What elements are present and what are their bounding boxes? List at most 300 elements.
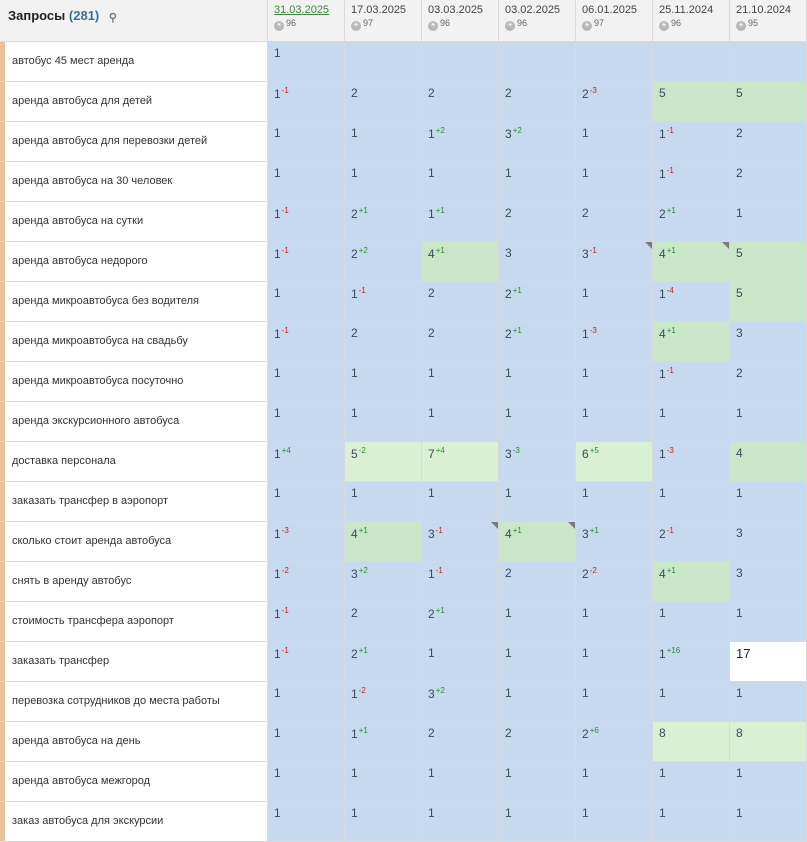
column-header-date-6[interactable] [730, 0, 807, 42]
position-cell[interactable] [268, 362, 345, 402]
position-cell[interactable] [730, 802, 807, 842]
position-cell[interactable] [345, 602, 422, 642]
position-cell[interactable] [268, 82, 345, 122]
position-value: 1 [582, 686, 589, 700]
position-cell[interactable] [268, 682, 345, 722]
keyword-label: аренда микроавтобуса без водителя [12, 295, 199, 307]
position-value: 1 [505, 766, 512, 780]
position-value: 1 [505, 806, 512, 820]
search-icon[interactable]: ⚲ [108, 12, 117, 24]
delta-up: +1 [358, 206, 368, 215]
position-cell[interactable] [576, 282, 653, 322]
delta-down: -1 [281, 246, 289, 255]
keyword-cell[interactable] [0, 202, 268, 242]
position-cell[interactable] [653, 402, 730, 442]
position-cell[interactable] [268, 802, 345, 842]
position-cell[interactable] [653, 122, 730, 162]
position-value: 1 [274, 247, 281, 261]
position-value: 3 [582, 247, 589, 261]
keyword-cell[interactable] [0, 42, 268, 82]
position-cell[interactable] [422, 642, 499, 682]
position-cell[interactable] [653, 522, 730, 562]
column-header-date-5[interactable] [653, 0, 730, 42]
position-cell[interactable] [730, 362, 807, 402]
delta-down: -1 [666, 166, 674, 175]
position-value: 5 [736, 86, 743, 100]
keyword-cell[interactable] [0, 442, 268, 482]
position-cell[interactable] [730, 162, 807, 202]
position-cell[interactable] [268, 282, 345, 322]
position-cell[interactable] [422, 482, 499, 522]
position-value: 1 [582, 366, 589, 380]
position-value: 2 [505, 726, 512, 740]
position-value: 1 [736, 406, 743, 420]
position-value: 1 [274, 207, 281, 221]
position-cell[interactable] [576, 722, 653, 762]
position-cell[interactable] [499, 442, 576, 482]
position-cell[interactable] [345, 522, 422, 562]
position-value: 8 [659, 726, 666, 740]
position-cell[interactable] [499, 562, 576, 602]
position-value: 1 [428, 646, 435, 660]
position-cell[interactable] [730, 602, 807, 642]
position-cell[interactable] [345, 762, 422, 802]
position-cell[interactable] [499, 242, 576, 282]
position-cell[interactable] [730, 122, 807, 162]
table-row [0, 602, 807, 642]
date-label: 06.01.2025 [582, 4, 638, 16]
table-row [0, 522, 807, 562]
position-cell[interactable] [576, 362, 653, 402]
keyword-label: аренда автобуса на день [12, 735, 141, 747]
position-cell[interactable] [268, 122, 345, 162]
position-cell[interactable] [422, 722, 499, 762]
position-cell[interactable] [730, 82, 807, 122]
position-cell[interactable] [345, 682, 422, 722]
position-cell[interactable] [268, 762, 345, 802]
keyword-cell[interactable] [0, 522, 268, 562]
position-cell[interactable] [730, 642, 807, 682]
position-cell[interactable] [345, 202, 422, 242]
position-value: 2 [505, 566, 512, 580]
position-cell[interactable] [499, 42, 576, 82]
delta-up: +1 [512, 526, 522, 535]
position-cell[interactable] [499, 82, 576, 122]
position-value: 3 [736, 526, 743, 540]
position-cell[interactable] [653, 602, 730, 642]
position-cell[interactable] [345, 122, 422, 162]
position-value: 1 [582, 126, 589, 140]
position-value: 1 [428, 166, 435, 180]
delta-down: -3 [666, 446, 674, 455]
delta-up: +1 [435, 206, 445, 215]
keyword-cell[interactable] [0, 122, 268, 162]
position-value: 4 [351, 527, 358, 541]
position-cell[interactable] [499, 322, 576, 362]
delta-up: +1 [666, 566, 676, 575]
column-score: ☀ 96 [506, 18, 528, 29]
position-value: 3 [505, 246, 512, 260]
position-value: 1 [659, 486, 666, 500]
position-value: 4 [659, 247, 666, 261]
position-value: 1 [505, 646, 512, 660]
score-bubble-icon: ☀ [275, 22, 283, 29]
position-cell[interactable] [576, 242, 653, 282]
position-cell[interactable] [499, 642, 576, 682]
position-cell[interactable] [268, 42, 345, 82]
position-cell[interactable] [422, 242, 499, 282]
position-cell[interactable] [499, 522, 576, 562]
position-value: 1 [505, 366, 512, 380]
delta-up: +1 [666, 206, 676, 215]
position-cell[interactable] [730, 522, 807, 562]
delta-up: +1 [512, 286, 522, 295]
position-value: 2 [351, 86, 358, 100]
position-cell[interactable] [345, 562, 422, 602]
position-cell[interactable] [268, 402, 345, 442]
position-value: 1 [351, 687, 358, 701]
keyword-cell[interactable] [0, 162, 268, 202]
keyword-cell[interactable] [0, 242, 268, 282]
position-cell[interactable] [576, 522, 653, 562]
position-cell[interactable] [268, 722, 345, 762]
position-cell[interactable] [499, 482, 576, 522]
position-cell[interactable] [268, 242, 345, 282]
position-cell[interactable] [576, 602, 653, 642]
position-value: 1 [428, 766, 435, 780]
table-row [0, 442, 807, 482]
position-cell[interactable] [576, 42, 653, 82]
position-value: 1 [274, 527, 281, 541]
position-value: 4 [659, 327, 666, 341]
table-row [0, 682, 807, 722]
position-cell[interactable] [422, 442, 499, 482]
position-cell[interactable] [345, 482, 422, 522]
column-score: ☀ 97 [583, 18, 605, 29]
delta-up: +2 [435, 126, 445, 135]
position-value: 1 [659, 406, 666, 420]
position-value: 1 [582, 286, 589, 300]
position-value: 1 [505, 166, 512, 180]
position-value: 1 [582, 606, 589, 620]
position-value: 5 [351, 447, 358, 461]
row-marker [0, 282, 5, 321]
position-value: 3 [428, 687, 435, 701]
delta-up: +2 [435, 686, 445, 695]
delta-up: +1 [512, 326, 522, 335]
keyword-cell[interactable] [0, 482, 268, 522]
position-cell[interactable] [499, 402, 576, 442]
keyword-label: сколько стоит аренда автобуса [12, 535, 172, 547]
delta-up: +2 [358, 246, 368, 255]
position-cell[interactable] [730, 762, 807, 802]
position-value: 6 [582, 447, 589, 461]
position-cell[interactable] [653, 162, 730, 202]
position-value: 1 [736, 486, 743, 500]
column-header-date-0[interactable] [268, 0, 345, 42]
row-marker [0, 722, 5, 761]
position-cell[interactable] [499, 802, 576, 842]
position-cell[interactable] [345, 802, 422, 842]
position-cell[interactable] [345, 242, 422, 282]
position-cell[interactable] [653, 242, 730, 282]
position-cell[interactable] [653, 42, 730, 82]
position-cell[interactable] [576, 122, 653, 162]
position-value: 1 [582, 406, 589, 420]
position-cell[interactable] [653, 442, 730, 482]
column-header-date-4[interactable] [576, 0, 653, 42]
position-value: 2 [505, 86, 512, 100]
position-value: 2 [351, 207, 358, 221]
keyword-cell[interactable] [0, 562, 268, 602]
position-cell[interactable] [576, 402, 653, 442]
position-value: 4 [736, 446, 743, 460]
position-value: 1 [274, 406, 281, 420]
position-cell[interactable] [730, 202, 807, 242]
position-cell[interactable] [730, 562, 807, 602]
position-cell[interactable] [576, 82, 653, 122]
position-cell[interactable] [268, 162, 345, 202]
row-marker [0, 482, 5, 521]
position-cell[interactable] [576, 682, 653, 722]
column-header-date-2[interactable] [422, 0, 499, 42]
delta-up: +1 [666, 246, 676, 255]
row-marker [0, 762, 5, 801]
table-row [0, 282, 807, 322]
position-value: 2 [505, 206, 512, 220]
position-cell[interactable] [422, 602, 499, 642]
position-cell[interactable] [422, 122, 499, 162]
position-cell[interactable] [576, 642, 653, 682]
row-marker [0, 402, 5, 441]
position-cell[interactable] [499, 162, 576, 202]
keyword-cell[interactable] [0, 602, 268, 642]
position-cell[interactable] [730, 282, 807, 322]
delta-down: -2 [358, 686, 366, 695]
column-header-date-1[interactable] [345, 0, 422, 42]
position-cell[interactable] [730, 402, 807, 442]
position-cell[interactable] [268, 522, 345, 562]
position-cell[interactable] [576, 202, 653, 242]
position-value: 1 [505, 686, 512, 700]
keyword-cell[interactable] [0, 402, 268, 442]
position-cell[interactable] [499, 722, 576, 762]
position-cell[interactable] [422, 682, 499, 722]
delta-up: +2 [358, 566, 368, 575]
row-marker [0, 202, 5, 241]
date-label: 21.10.2024 [736, 4, 792, 16]
position-cell[interactable] [345, 162, 422, 202]
position-cell[interactable] [345, 362, 422, 402]
position-cell[interactable] [576, 442, 653, 482]
delta-down: -1 [666, 126, 674, 135]
delta-up: +16 [666, 646, 681, 655]
keyword-cell[interactable] [0, 642, 268, 682]
position-value: 3 [351, 567, 358, 581]
row-marker [0, 242, 5, 281]
position-cell[interactable] [576, 762, 653, 802]
keyword-label: аренда автобуса на 30 человек [12, 175, 173, 187]
position-cell[interactable] [345, 442, 422, 482]
position-value: 3 [505, 447, 512, 461]
table-row [0, 82, 807, 122]
position-cell[interactable] [422, 762, 499, 802]
position-cell[interactable] [576, 322, 653, 362]
position-value: 1 [736, 206, 743, 220]
position-value: 2 [582, 567, 589, 581]
position-cell[interactable] [499, 362, 576, 402]
position-value: 1 [351, 486, 358, 500]
delta-up: +6 [589, 726, 599, 735]
position-cell[interactable] [653, 762, 730, 802]
position-cell[interactable] [422, 42, 499, 82]
table-row [0, 482, 807, 522]
position-cell[interactable] [653, 362, 730, 402]
table-row [0, 642, 807, 682]
position-cell[interactable] [422, 282, 499, 322]
position-cell[interactable] [730, 722, 807, 762]
column-header-date-3[interactable] [499, 0, 576, 42]
row-marker [0, 522, 5, 561]
delta-down: -1 [281, 206, 289, 215]
position-cell[interactable] [345, 402, 422, 442]
position-cell[interactable] [268, 602, 345, 642]
position-value: 1 [274, 447, 281, 461]
position-value: 1 [274, 286, 281, 300]
position-cell[interactable] [653, 82, 730, 122]
position-value: 1 [659, 447, 666, 461]
row-marker [0, 562, 5, 601]
position-value: 1 [659, 127, 666, 141]
position-cell[interactable] [499, 282, 576, 322]
position-cell[interactable] [730, 482, 807, 522]
position-cell[interactable] [730, 42, 807, 82]
position-cell[interactable] [653, 282, 730, 322]
position-cell[interactable] [268, 442, 345, 482]
keyword-cell[interactable] [0, 362, 268, 402]
position-cell[interactable] [268, 642, 345, 682]
position-cell[interactable] [422, 362, 499, 402]
position-value: 1 [659, 606, 666, 620]
position-cell[interactable] [422, 322, 499, 362]
position-cell[interactable] [499, 202, 576, 242]
delta-down: -2 [589, 566, 597, 575]
position-cell[interactable] [653, 682, 730, 722]
delta-down: -1 [666, 526, 674, 535]
position-cell[interactable] [499, 762, 576, 802]
position-cell[interactable] [345, 82, 422, 122]
position-cell[interactable] [576, 162, 653, 202]
position-cell[interactable] [268, 482, 345, 522]
keyword-cell[interactable] [0, 82, 268, 122]
position-cell[interactable] [499, 122, 576, 162]
delta-up: +4 [435, 446, 445, 455]
table-row [0, 42, 807, 82]
position-cell[interactable] [268, 322, 345, 362]
position-cell[interactable] [345, 322, 422, 362]
position-cell[interactable] [730, 322, 807, 362]
position-cell[interactable] [422, 82, 499, 122]
position-cell[interactable] [422, 162, 499, 202]
position-cell[interactable] [653, 202, 730, 242]
position-cell[interactable] [345, 282, 422, 322]
position-cell[interactable] [653, 642, 730, 682]
keyword-label: аренда автобуса для перевозки детей [12, 135, 208, 147]
delta-down: -1 [435, 526, 443, 535]
position-cell[interactable] [730, 442, 807, 482]
delta-down: -1 [281, 606, 289, 615]
keyword-label: аренда автобуса межгород [12, 775, 151, 787]
position-value: 2 [351, 247, 358, 261]
keyword-cell[interactable] [0, 322, 268, 362]
position-cell[interactable] [576, 802, 653, 842]
table-row [0, 562, 807, 602]
position-value: 4 [505, 527, 512, 541]
row-marker [0, 122, 5, 161]
delta-down: -1 [358, 286, 366, 295]
position-cell[interactable] [730, 682, 807, 722]
position-cell[interactable] [422, 522, 499, 562]
position-cell[interactable] [653, 562, 730, 602]
position-cell[interactable] [345, 722, 422, 762]
position-cell[interactable] [730, 242, 807, 282]
row-marker [0, 42, 5, 81]
position-cell[interactable] [268, 202, 345, 242]
position-cell[interactable] [422, 402, 499, 442]
position-cell[interactable] [268, 562, 345, 602]
row-marker [0, 82, 5, 121]
position-value: 1 [659, 806, 666, 820]
delta-up: +1 [666, 326, 676, 335]
position-cell[interactable] [576, 562, 653, 602]
column-score: ☀ 95 [737, 18, 759, 29]
keyword-label: аренда экскурсионного автобуса [12, 415, 180, 427]
position-cell[interactable] [422, 202, 499, 242]
position-value: 1 [351, 166, 358, 180]
position-value: 1 [505, 406, 512, 420]
table-row [0, 402, 807, 442]
keyword-cell[interactable] [0, 722, 268, 762]
keyword-cell[interactable] [0, 802, 268, 842]
position-cell[interactable] [653, 802, 730, 842]
position-cell[interactable] [345, 642, 422, 682]
position-value: 1 [428, 366, 435, 380]
position-cell[interactable] [653, 322, 730, 362]
position-cell[interactable] [422, 562, 499, 602]
position-value: 1 [659, 287, 666, 301]
position-value: 1 [582, 166, 589, 180]
position-value: 1 [582, 486, 589, 500]
position-cell[interactable] [345, 42, 422, 82]
position-cell[interactable] [653, 482, 730, 522]
delta-down: -1 [666, 366, 674, 375]
column-score: ☀ 96 [275, 18, 297, 29]
position-cell[interactable] [653, 722, 730, 762]
position-value: 4 [428, 247, 435, 261]
position-cell[interactable] [499, 682, 576, 722]
keyword-label: аренда автобуса на сутки [12, 215, 144, 227]
delta-down: -1 [435, 566, 443, 575]
position-cell[interactable] [576, 482, 653, 522]
position-value: 1 [274, 726, 281, 740]
position-value: 2 [582, 87, 589, 101]
keyword-cell[interactable] [0, 282, 268, 322]
keyword-cell[interactable] [0, 762, 268, 802]
keyword-cell[interactable] [0, 682, 268, 722]
position-cell[interactable] [499, 602, 576, 642]
position-cell[interactable] [422, 802, 499, 842]
delta-down: -1 [281, 646, 289, 655]
